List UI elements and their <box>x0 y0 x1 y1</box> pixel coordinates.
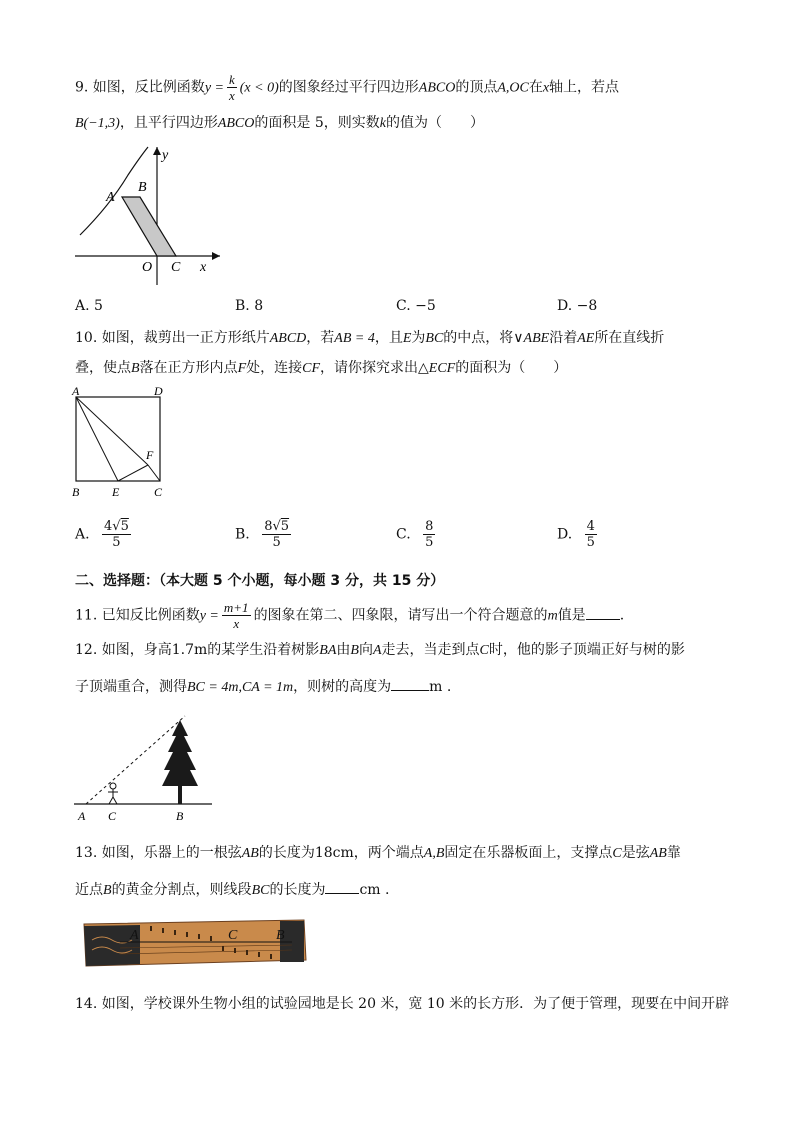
q13-text-c: ，两个端点 <box>353 845 424 861</box>
q13-text-i: 的长度为 <box>269 882 326 898</box>
q12-measurements: BC = 4m,CA = 1m <box>187 680 294 695</box>
q10-text-b: ，若 <box>306 330 335 346</box>
q13-text-f: 靠 <box>666 845 681 861</box>
q10-option-a-label: A. <box>75 526 90 543</box>
q12-b: B <box>350 643 359 658</box>
q10-option-d-den: 5 <box>586 535 595 550</box>
q11-text-d: . <box>619 607 625 624</box>
q9-fraction <box>227 72 237 103</box>
q11-frac-num: m+1 <box>223 600 249 615</box>
q10-label-d: D <box>154 384 163 398</box>
q13-bc: BC <box>251 883 270 898</box>
q10-text-c: ，且 <box>374 330 403 346</box>
q10-ab4: AB = 4 <box>334 331 375 346</box>
q13-text-d: 固定在乐器板面上，支撑点 <box>444 845 613 861</box>
q13-text-g: 近点 <box>75 882 103 898</box>
q10-e: E <box>402 331 412 346</box>
q9-option-c[interactable]: C. −5 <box>396 298 436 314</box>
q9-abco-2: ABCO <box>217 116 255 131</box>
q10-text-h: 叠，使点 <box>75 360 131 376</box>
q10-option-c-den: 5 <box>425 535 434 550</box>
q13-line2 <box>75 879 389 901</box>
q9-option-a[interactable]: A. 5 <box>75 298 103 314</box>
q9-condition: (x < 0) <box>239 80 279 96</box>
q12-person-head <box>110 783 116 789</box>
q11-text-b: 的图象在第二、四象限，请写出一个符合题意的 <box>253 607 548 624</box>
q10-option-c-frac <box>423 519 435 550</box>
q12-answer-blank[interactable] <box>391 676 429 691</box>
q10-label-b: B <box>72 485 80 499</box>
q10-option-b[interactable] <box>235 519 294 550</box>
q10-option-c-num: 8 <box>425 519 434 534</box>
q12-tree-icon <box>162 720 198 786</box>
q10-cf: CF <box>302 361 321 376</box>
q10-option-b-frac: $\frac{8√5}{5}$ <box>264 519 290 550</box>
q9-frac-den: x <box>228 88 235 103</box>
q9-label-c: C <box>171 260 181 275</box>
q10-f: F <box>237 361 247 376</box>
q9-y: y = <box>204 80 224 96</box>
q10-label-a: A <box>72 384 80 398</box>
q9-x: x <box>542 80 550 96</box>
q10-label-f: F <box>146 448 154 462</box>
q12-c: C <box>479 643 489 658</box>
q9-text-g: 的面积是 5，则实数 <box>254 115 380 131</box>
q10-option-d-num: 4 <box>586 519 595 534</box>
q10-b: B <box>131 361 140 376</box>
q12-text-c: 由 <box>336 642 351 658</box>
q12-tree-trunk <box>178 784 182 804</box>
q12-figure <box>72 712 222 827</box>
q9-x-arrow <box>212 252 220 260</box>
q10-line-ef <box>118 465 148 481</box>
q12-person-leg-right <box>113 797 117 804</box>
q13-text-j: cm . <box>359 882 390 898</box>
q11-line <box>75 600 624 631</box>
q10-option-d[interactable] <box>557 519 600 550</box>
q10-option-a-rad: 5 <box>120 519 129 534</box>
q12-label-a: A <box>78 809 86 823</box>
q9-frac-num: k <box>228 72 235 87</box>
q10-text-g: 所在直线折 <box>594 330 665 346</box>
q10-abe: ∨ABE <box>513 331 550 346</box>
q12-line2 <box>75 676 451 698</box>
q10-square <box>76 397 160 481</box>
q10-line2 <box>75 358 567 379</box>
q9-text-c: 的顶点 <box>455 79 498 96</box>
q10-option-b-rad: 5 <box>280 519 290 534</box>
q13-label-c: C <box>228 928 238 943</box>
q9-label-x: x <box>200 260 207 275</box>
q9-line2 <box>75 113 484 134</box>
q13-length: 18cm <box>314 845 354 861</box>
q10-text-d: 为 <box>411 330 426 346</box>
q9-text-b: 的图象经过平行四边形 <box>278 79 419 96</box>
q13-b: B <box>103 883 112 898</box>
q10-figure <box>70 385 180 500</box>
q10-option-a-den: 5 <box>112 535 121 550</box>
q10-label-e: E <box>112 485 120 499</box>
q10-option-d-label: D. <box>557 526 573 543</box>
q13-ab2: A,B <box>423 846 445 861</box>
q12-height: 1.7m <box>171 642 208 658</box>
q12-ba: BA <box>319 643 337 658</box>
q12-text-a: 12. 如图，身高 <box>75 642 172 658</box>
q10-abcd: ABCD <box>269 331 307 346</box>
q10-label-c: C <box>154 485 163 499</box>
q12-text-b: 的某学生沿着树影 <box>207 642 320 658</box>
q9-text: 9. 如图，反比例函数 <box>75 79 205 96</box>
q10-text-j: 处，连接 <box>246 360 303 376</box>
q9-parallelogram <box>122 197 176 256</box>
q10-line1 <box>75 328 664 349</box>
q11-y: y = <box>199 608 219 624</box>
q11-text-c: 值是 <box>557 607 586 624</box>
q10-option-a-frac: $\frac{4√5}{5}$ <box>104 519 129 550</box>
q10-option-a[interactable] <box>75 519 134 550</box>
q10-line-fc <box>148 465 160 481</box>
q12-text-i: m . <box>429 679 452 695</box>
q9-text-d: 在 <box>528 79 543 96</box>
q13-text-a: 13. 如图，乐器上的一根弦 <box>75 845 242 861</box>
q9-option-d[interactable]: D. −8 <box>557 298 598 314</box>
q12-text-d: 向 <box>358 642 373 658</box>
section-title: 二、选择题：（本大题 5 个小题，每小题 3 分，共 15 分） <box>75 573 445 589</box>
q13-ab3: AB <box>649 846 667 861</box>
q10-text-i: 落在正方形内点 <box>139 360 238 376</box>
q11-m: m <box>547 608 558 624</box>
q10-option-b-den: 5 <box>272 535 281 550</box>
q12-text-f: 时，他的影子顶端正好与树的影 <box>488 642 685 658</box>
q9-label-y: y <box>162 148 169 163</box>
q9-option-b[interactable]: B. 8 <box>235 298 264 314</box>
q11-text-a: 11. 已知反比例函数 <box>75 607 200 624</box>
q10-text-k: ，请你探究求出 <box>320 360 419 376</box>
q9-point-b: B(−1,3) <box>75 116 120 131</box>
q12-label-b: B <box>176 809 184 823</box>
q9-text-h: 的值为（ ） <box>385 115 484 131</box>
q12-line1 <box>75 640 685 661</box>
q13-figure <box>80 912 310 972</box>
q13-text-e: 是弦 <box>621 845 650 861</box>
q9-figure <box>70 145 230 285</box>
q13-label-a: A <box>130 928 139 943</box>
q12-text-e: 走去，当走到点 <box>381 642 480 658</box>
q10-option-d-frac <box>585 519 597 550</box>
q10-option-c[interactable] <box>396 519 438 550</box>
q13-line1 <box>75 843 681 864</box>
q9-label-b: B <box>138 180 147 195</box>
q13-text-h: 的黄金分割点，则线段 <box>111 882 252 898</box>
q9-line1 <box>75 72 619 103</box>
q13-answer-blank[interactable] <box>325 879 359 894</box>
q13-text-b: 的长度为 <box>258 845 315 861</box>
q9-text-f: ，且平行四边形 <box>119 115 218 131</box>
q10-text-l: 的面积为（ ） <box>455 360 568 376</box>
q9-text-e: 轴上，若点 <box>549 79 620 96</box>
q13-c: C <box>612 846 622 861</box>
q11-answer-blank[interactable] <box>586 605 620 620</box>
q9-ac: A,OC <box>497 80 529 96</box>
q10-text-a: 10. 如图，裁剪出一正方形纸片 <box>75 330 270 346</box>
q10-ae: AE <box>577 331 595 346</box>
q13-ab: AB <box>241 846 259 861</box>
q9-abco: ABCO <box>418 80 456 96</box>
q10-text-e: 的中点，将 <box>443 330 514 346</box>
q9-y-arrow <box>153 147 161 155</box>
q10-option-b-label: B. <box>235 526 250 543</box>
q12-person-leg-left <box>109 797 113 804</box>
q14-line: 14. 如图，学校课外生物小组的试验园地是长 20 米，宽 10 米的长方形．为了便于管理，现要在中间开辟 <box>75 996 730 1012</box>
q11-frac-den: x <box>233 616 240 631</box>
q9-label-a: A <box>106 190 115 205</box>
q13-label-b: B <box>276 928 285 943</box>
q9-k: k <box>379 116 386 131</box>
q10-line-af <box>76 397 148 465</box>
q12-label-c: C <box>108 809 117 823</box>
q10-option-c-label: C. <box>396 526 411 543</box>
q10-ecf: △ECF <box>418 361 456 376</box>
q10-option-a-coef: 4 <box>104 519 113 534</box>
q10-line-ae <box>76 397 118 481</box>
q9-label-o: O <box>142 260 153 275</box>
q10-bc: BC <box>425 331 444 346</box>
q12-a: A <box>372 643 382 658</box>
q10-option-b-coef: 8 <box>264 519 273 534</box>
q12-text-h: ，则树的高度为 <box>293 679 392 695</box>
q11-fraction <box>222 600 251 631</box>
q12-text-g: 子顶端重合，测得 <box>75 679 187 695</box>
q10-text-f: 沿着 <box>549 330 578 346</box>
